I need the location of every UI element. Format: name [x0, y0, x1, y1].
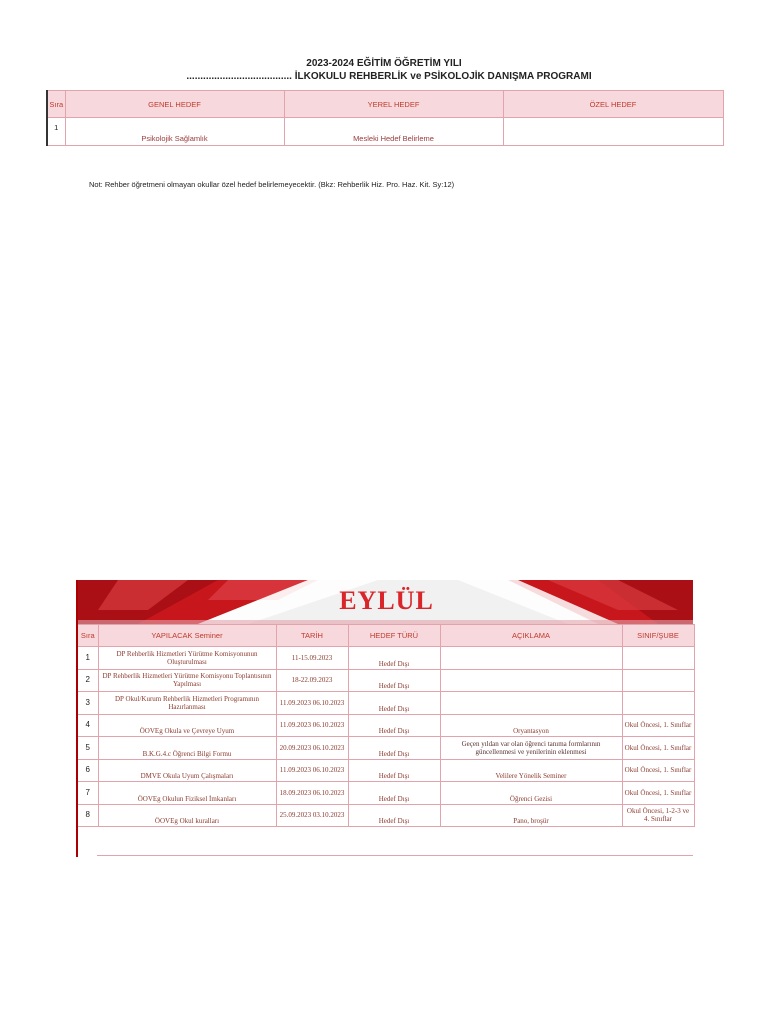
- activities-header-row: [77, 625, 694, 647]
- empty-cell: [98, 827, 276, 857]
- class-cell: Okul Öncesi, 1. Sınıflar: [622, 759, 694, 782]
- table-row: [77, 714, 694, 737]
- col-header-tarih: TARİH: [276, 625, 348, 647]
- goals-header-row: [47, 91, 723, 118]
- table-bottom-divider: [97, 855, 693, 856]
- genel-hedef-cell: Psikolojik Sağlamlık: [65, 118, 284, 146]
- col-header-sira: Sıra: [77, 625, 98, 647]
- activity-cell: DP Rehberlik Hizmetleri Yürütme Komisyonu Toplantısının Yapılması: [98, 669, 276, 692]
- table-row: [77, 737, 694, 760]
- date-cell: 25.09.2023 03.10.2023: [276, 804, 348, 827]
- month-banner: [76, 580, 693, 624]
- goal-type-cell: Hedef Dışı: [348, 647, 440, 670]
- empty-cell: [622, 827, 694, 857]
- table-row: [77, 782, 694, 805]
- row-number: 3: [77, 692, 98, 715]
- description-cell: Velilere Yönelik Seminer: [440, 759, 622, 782]
- class-cell: [622, 692, 694, 715]
- goal-row-number: 1: [47, 118, 65, 146]
- description-cell: Pano, broşür: [440, 804, 622, 827]
- goal-type-cell: Hedef Dışı: [348, 804, 440, 827]
- table-row: [77, 804, 694, 827]
- date-cell: 11.09.2023 06.10.2023: [276, 759, 348, 782]
- footnote: Not: Rehber öğretmeni olmayan okullar özel hedef belirlemeyecektir. (Bkz: Rehberlik Hiz. Pro. Haz. Kit. Sy:12): [89, 180, 455, 189]
- table-row: [77, 669, 694, 692]
- activity-cell: ÖOVEg Okulun Fiziksel İmkanları: [98, 782, 276, 805]
- description-cell: [440, 647, 622, 670]
- table-row: [77, 759, 694, 782]
- empty-row: [77, 827, 694, 857]
- col-header-hedef-turu: HEDEF TÜRÜ: [348, 625, 440, 647]
- activity-cell: B.K.G.4.c Öğrenci Bilgi Formu: [98, 737, 276, 760]
- month-title: EYLÜL: [339, 586, 434, 615]
- goal-type-cell: Hedef Dışı: [348, 692, 440, 715]
- table-row: [77, 692, 694, 715]
- empty-cell: [77, 827, 98, 857]
- row-number: 4: [77, 714, 98, 737]
- row-number: 7: [77, 782, 98, 805]
- row-number: 2: [77, 669, 98, 692]
- date-cell: 11.09.2023 06.10.2023: [276, 714, 348, 737]
- date-cell: 11-15.09.2023: [276, 647, 348, 670]
- date-cell: 18.09.2023 06.10.2023: [276, 782, 348, 805]
- goals-table: [46, 90, 724, 146]
- table-row: [77, 647, 694, 670]
- date-cell: 20.09.2023 06.10.2023: [276, 737, 348, 760]
- date-cell: 11.09.2023 06.10.2023: [276, 692, 348, 715]
- row-number: 5: [77, 737, 98, 760]
- goal-type-cell: Hedef Dışı: [348, 782, 440, 805]
- goal-type-cell: Hedef Dışı: [348, 669, 440, 692]
- goal-type-cell: Hedef Dışı: [348, 759, 440, 782]
- goals-row: [47, 118, 723, 146]
- activity-cell: DP Rehberlik Hizmetleri Yürütme Komisyonunun Oluşturulması: [98, 647, 276, 670]
- activity-cell: ÖOVEg Okula ve Çevreye Uyum: [98, 714, 276, 737]
- col-header-aciklama: AÇIKLAMA: [440, 625, 622, 647]
- description-cell: [440, 669, 622, 692]
- empty-cell: [276, 827, 348, 857]
- description-cell: Öğrenci Gezisi: [440, 782, 622, 805]
- goal-type-cell: Hedef Dışı: [348, 714, 440, 737]
- empty-cell: [440, 827, 622, 857]
- col-header-sinif-sube: SINIF/ŞUBE: [622, 625, 694, 647]
- activities-table: [76, 624, 695, 857]
- class-cell: [622, 669, 694, 692]
- activity-cell: DMVE Okula Uyum Çalışmaları: [98, 759, 276, 782]
- date-cell: 18-22.09.2023: [276, 669, 348, 692]
- empty-cell: [348, 827, 440, 857]
- goal-type-cell: Hedef Dışı: [348, 737, 440, 760]
- activity-cell: DP Okul/Kurum Rehberlik Hizmetleri Programının Hazırlanması: [98, 692, 276, 715]
- description-cell: Geçen yıldan var olan öğrenci tanıma formlarının güncellenmesi ve yenilerinin eklenmesi: [440, 737, 622, 760]
- col-header-ozel-hedef: ÖZEL HEDEF: [503, 91, 723, 118]
- title-line-2: ...................................... İLKOKULU REHBERLİK ve PSİKOLOJİK DANIŞMA PROGRAMI: [186, 71, 592, 82]
- class-cell: Okul Öncesi, 1. Sınıflar: [622, 714, 694, 737]
- ozel-hedef-cell: [503, 118, 723, 146]
- description-cell: Oryantasyon: [440, 714, 622, 737]
- class-cell: Okul Öncesi, 1. Sınıflar: [622, 782, 694, 805]
- title-line-1: 2023-2024 EĞİTİM ÖĞRETİM YILI: [306, 58, 462, 69]
- row-number: 6: [77, 759, 98, 782]
- document-title: [0, 57, 768, 83]
- col-header-yerel-hedef: YEREL HEDEF: [284, 91, 503, 118]
- col-header-yapilacak: YAPILACAK Seminer: [98, 625, 276, 647]
- col-header-sira: Sıra: [47, 91, 65, 118]
- row-number: 1: [77, 647, 98, 670]
- activity-cell: ÖOVEg Okul kuralları: [98, 804, 276, 827]
- row-number: 8: [77, 804, 98, 827]
- class-cell: Okul Öncesi, 1-2-3 ve 4. Sınıflar: [622, 804, 694, 827]
- class-cell: [622, 647, 694, 670]
- class-cell: Okul Öncesi, 1. Sınıflar: [622, 737, 694, 760]
- col-header-genel-hedef: GENEL HEDEF: [65, 91, 284, 118]
- yerel-hedef-cell: Mesleki Hedef Belirleme: [284, 118, 503, 146]
- description-cell: [440, 692, 622, 715]
